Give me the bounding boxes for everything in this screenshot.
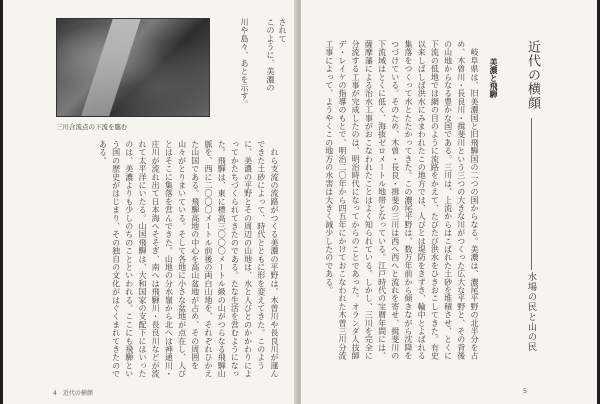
left-body-text: れら支流の流路がつくる美濃の平野は、木曽川や長良川が運んできた土砂によって、時代とともに形を変えてきた。このように、美濃の平野とその周辺の山地は、水と人びとのかかわりによってかたちづくられてきたのである。たな生活を営むようになった。飛騨は、東に標高三〇〇〇メートル級の山がつらなる飛騨山脈を、西に二〇〇〇メートル前後の両白山地を、それぞれひかえた山国である。飛騨高地の中心を高山盆地が占め、その周囲を山々がとりまいている。そして各地に小さな盆地が点在し、人びとはそこに集落を営んできた。山地の分水嶺から北へは神通川・庄川が流れ出て日本海へそそぎ、南へは飛騨川・長良川などが流れて太平洋にいたる。山国飛騨は、大和国家の支配下にはいったのは、美濃よりも少しのちのことといわれる。ここにも飛騨という国の歴史がはじまり、その独自の文化がはぐくまれてきたのである。: [98, 140, 279, 378]
section-heading: 美濃と飛騨: [489, 58, 498, 98]
chapter-subtitle: 水場の民と山の民: [526, 272, 536, 352]
right-body-text: 岐阜県は、旧美濃国と旧飛騨国の二つの国からなる。美濃は、濃尾平野の北半分を占め、木曽川・長良川・揖斐川という三つの大きな川がつくった広大な平野と、その背後の山地からなる豊かな国である。三川は、上流からはこばれた土砂を堆積させ、とくに下流の低地では網の目のように流路をかえて、たびたび洪水をひきおこしてきた。有史以来しばしば洪水にみまわれたこの地方では、人びとは堤防をきずき、輪中とよばれる集落をつくって水とたたかってきた。この濃尾平野は、数万年前から傾きながら沈降をつづけている。そのため、木曽・長良・揖斐の三川は西へ西へと流れを寄せ、揖斐川の下流域はとくに低く、海抜ゼロメートル地帯となっている。江戸時代の宝暦年間には、薩摩藩による治水工事がおこなわれたことはよく知られている。しかし、三川を完全に分流する工事が完成したのは、明治時代になってからのことであった。オランダ人技師デ・レイケの指導のもとで、明治二〇年から四五年にかけておこなわれた木曽三川分流工事によって、ようやくこの地方の水害は大きく減少したのである。: [324, 40, 479, 360]
river-channel: [81, 19, 141, 116]
left-folio: 4 近代の横顔: [53, 390, 93, 397]
right-page: [301, 0, 597, 404]
river-photo: [56, 18, 210, 117]
chapter-rule: [531, 118, 532, 270]
left-page: [3, 0, 298, 404]
right-folio: 5: [523, 388, 527, 395]
photo-caption: 三川合流点の下流を臨む: [56, 123, 128, 131]
chapter-title: 近代の横顔: [525, 40, 540, 110]
upper-text-col-3: されて: [278, 18, 287, 43]
upper-text-col-2: このように、美濃の: [266, 18, 275, 92]
upper-text-col: 川や島々、あとを示す。: [240, 18, 249, 109]
